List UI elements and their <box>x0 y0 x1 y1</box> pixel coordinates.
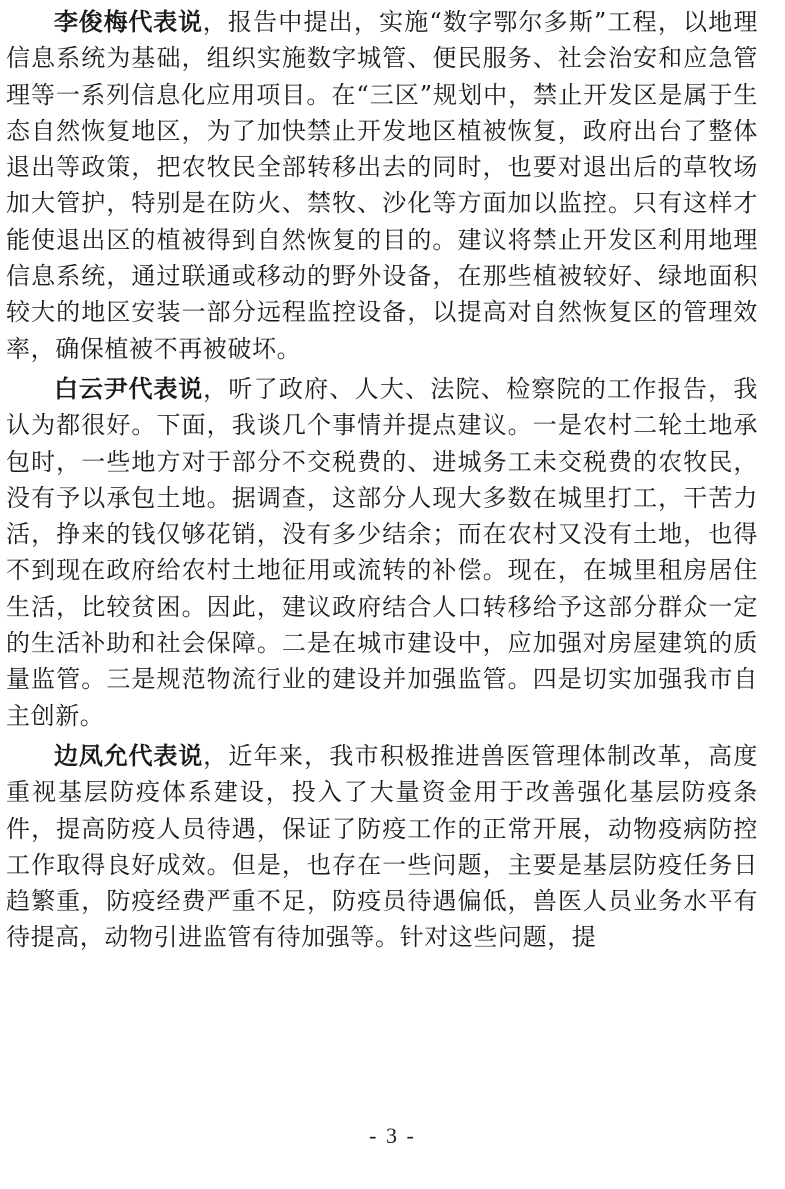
document-page <box>6 0 758 1189</box>
paragraph-text: ，报告中提出，实施“数字鄂尔多斯”工程，以地理信息系统为基础，组织实施数字城管、便民服务、社会治安和应急管理等一系列信息化应用项目。在“三区”规划中，禁止开发区是属于生态自然恢复地区，为了加快禁止开发地区植被恢复，政府出台了整体退出等政策，把农牧民全部转移出去的同时，也要对退出后的草牧场加大管护，特别是在防火、禁牧、沙化等方面加以监控。只有这样才能使退出区的植被得到自然恢复的目的。建议将禁止开发区利用地理信息系统，通过联通或移动的野外设备，在那些植被较好、绿地面积较大的地区安装一部分远程监控设备，以提高对自然恢复区的管理效率，确保植被不再被破坏。 <box>6 8 758 363</box>
page-number: - 3 - <box>369 1123 416 1148</box>
speaker-name: 边凤允代表说 <box>54 741 204 770</box>
paragraph-text: ，近年来，我市积极推进兽医管理体制改革，高度重视基层防疫体系建设，投入了大量资金用于改善强化基层防疫条件，提高防疫人员待遇，保证了防疫工作的正常开展，动物疫病防控工作取得良好成效。但是，也存在一些问题，主要是基层防疫任务日趋繁重，防疫经费严重不足，防疫员待遇偏低，兽医人员业务水平有待提高，动物引进监管有待加强等。针对这些问题，提 <box>6 741 758 952</box>
paragraph-bai-yunyin <box>6 371 758 734</box>
paragraph-text: ，听了政府、人大、法院、检察院的工作报告，我认为都很好。下面，我谈几个事情并提点建议。一是农村二轮土地承包时，一些地方对于部分不交税费的、进城务工未交税费的农牧民，没有予以承包土地。据调查，这部分人现大多数在城里打工，干苦力活，挣来的钱仅够花销，没有多少结余；而在农村又没有土地，也得不到现在政府给农村土地征用或流转的补偿。现在，在城里租房居住生活，比较贫困。因此，建议政府结合人口转移给予这部分群众一定的生活补助和社会保障。二是在城市建设中，应加强对房屋建筑的质量监管。三是规范物流行业的建设并加强监管。四是切实加强我市自主创新。 <box>6 374 758 730</box>
paragraph-bian-fengyun <box>6 738 758 956</box>
speaker-name: 白云尹代表说 <box>54 374 204 403</box>
paragraph-li-junmei <box>6 0 758 367</box>
speaker-name: 李俊梅代表说 <box>54 8 203 36</box>
